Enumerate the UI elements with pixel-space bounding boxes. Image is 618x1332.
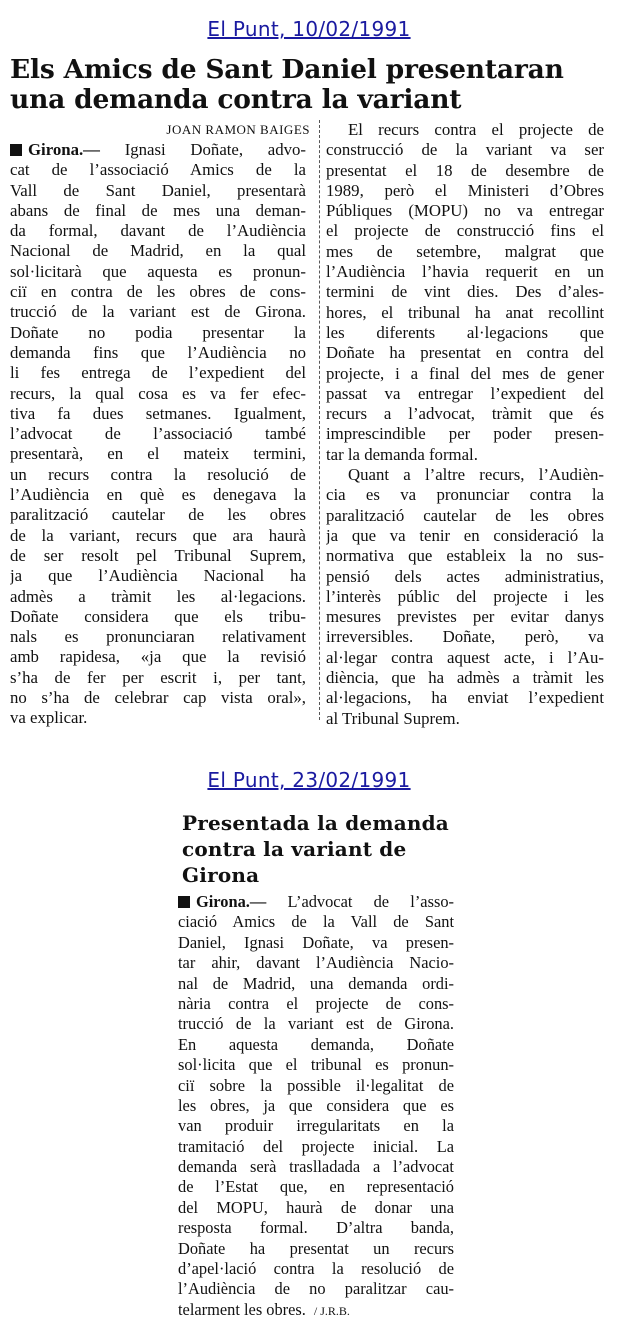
text-line: construcció de la variant va ser [326, 140, 604, 160]
text-line: termini de vint dies. Des d’ales- [326, 282, 604, 302]
text-line: de la variant, recurs que ara haurà [10, 525, 306, 545]
text-line: admès a tràmit les al·legacions. [10, 586, 306, 606]
text-line: Doñate considera que els tribu- [10, 606, 306, 626]
article2-first-line [178, 892, 454, 912]
text-line: les diferents al·legacions que [326, 322, 604, 342]
text-line: mes de setembre, malgrat que [326, 241, 604, 261]
text-line: de ser resolt pel Tribunal Suprem, [10, 545, 306, 565]
text-line: ja que va tenir en consideració la [326, 525, 604, 545]
text-line: ciació Amics de la Vall de Sant [178, 912, 454, 932]
text-line: paralització cautelar de les obres [326, 505, 604, 525]
text-line: Doñate ha presentat en contra del [326, 343, 604, 363]
text-line: nària contra el projecte de cons- [178, 993, 454, 1013]
text-line: no s’ha de celebrar cap vista oral», [10, 688, 306, 708]
text-line: ja que l’Audiència Nacional ha [10, 566, 306, 586]
text-line: trucció de la variant est de Girona. [178, 1014, 454, 1034]
text-line: Doñate ha presentat un recurs [178, 1238, 454, 1258]
text-line: l’Audiència l’havia requerit en un [326, 262, 604, 282]
text-line: pensió dels actes administratius, [326, 566, 604, 586]
text-line: s’ha de fer per escrit i, per tant, [10, 667, 306, 687]
text-line: Públiques (MOPU) no va entregar [326, 201, 604, 221]
text-line: cat de l’associació Amics de la [10, 160, 306, 180]
text-line: trucció de la variant est de Girona. [10, 302, 306, 322]
text-line: l’interès públic del projecte i les [326, 586, 604, 606]
bullet-square-icon [178, 896, 190, 908]
text-line: projecte, i a final del mes de gener [326, 363, 604, 383]
text-line: diència, que ha admès a tràmit les [326, 668, 604, 688]
text-line: passat va entregar l’expedient del [326, 383, 604, 403]
text-line: el projecte de construcció fins el [326, 221, 604, 241]
text-line: sol·licita que el tribunal es pronun- [178, 1055, 454, 1075]
text-line: van produir irregularitats en la [178, 1116, 454, 1136]
text-line: paralització cautelar de les obres [10, 505, 306, 525]
text-line: imprescindible per poder presen- [326, 424, 604, 444]
text-line: tiva fa dues setmanes. Igualment, [10, 403, 306, 423]
text-line: l’Audiència en què es denegava la [10, 485, 306, 505]
article2-caption: El Punt, 23/02/1991 [207, 768, 411, 792]
text-line: presentarà, en el mateix termini, [10, 444, 306, 464]
text-line: un recurs contra la resolució de [10, 464, 306, 484]
article1-column2 [326, 120, 604, 729]
text-line: ciï sobre la possible il·legalitat de [178, 1075, 454, 1095]
article1-byline: JOAN RAMON BAIGES [166, 122, 310, 137]
article1-caption: El Punt, 10/02/1991 [207, 17, 411, 41]
text-line: mesures previstes per evitar danys [326, 607, 604, 627]
text-line: al·legar contra aquest acte, i l’Au- [326, 647, 604, 667]
article1-headline-line2: una demanda contra la variant [10, 84, 462, 115]
text-line: ciï en contra de les obres de cons- [10, 282, 306, 302]
article2-headline-line2: contra la variant de [182, 837, 407, 861]
text-line: nals es pronunciaran relativament [10, 627, 306, 647]
article1-column1 [10, 140, 306, 729]
text-line: En aquesta demanda, Doñate [178, 1034, 454, 1054]
article2-body [178, 892, 454, 1320]
text-line: El recurs contra el projecte de [348, 120, 604, 139]
text-line: nal de Madrid, una demanda ordi- [178, 973, 454, 993]
article1-headline [10, 55, 610, 115]
text-line: recurs a l’advocat, tràmit que és [326, 404, 604, 424]
text-line: Daniel, Ignasi Doñate, va presen- [178, 932, 454, 952]
bullet-square-icon [10, 144, 22, 156]
text-line: demanda serà traslladada a l’advocat [178, 1157, 454, 1177]
author-signature: / J.R.B. [313, 1303, 350, 1318]
text-line: amb rapidesa, «ja que la revisió [10, 647, 306, 667]
article2-headline-line1: Presentada la demanda [182, 811, 449, 835]
dateline: Girona.— [28, 140, 100, 159]
text-line: li fes entrega de l’expedient del [10, 363, 306, 383]
text-line: l’Audiència de no paralitzar cau- [178, 1279, 454, 1299]
article2-headline-line3: Girona [182, 863, 260, 887]
text-line: l’advocat de l’associació també [10, 424, 306, 444]
dateline: Girona.— [196, 892, 267, 911]
article1-column1-first-line [10, 140, 306, 160]
text-line: resposta formal. D’altra banda, [178, 1218, 454, 1238]
first-line-text: Ignasi Doñate, advo- [124, 140, 306, 159]
body-text: telarment les obres. [178, 1299, 306, 1319]
text-line [178, 1300, 454, 1320]
text-line: al Tribunal Suprem. [326, 708, 460, 728]
text-line: cia es va pronunciar contra la [326, 485, 604, 505]
first-line-text: L’advocat de l’asso- [287, 892, 454, 911]
text-line: tar ahir, davant l’Audiència Nacio- [178, 953, 454, 973]
text-line: abans de final de mes una deman- [10, 200, 306, 220]
text-line: al·legacions, ha enviat l’expedient [326, 688, 604, 708]
text-line: Vall de Sant Daniel, presentarà [10, 180, 306, 200]
text-line: les obres, ja que considera que es [178, 1095, 454, 1115]
text-line: Quant a l’altre recurs, l’Audièn- [348, 465, 604, 485]
text-line: presentat el 18 de desembre de [326, 160, 604, 180]
text-line: sol·licitarà que aquesta es pronun- [10, 261, 306, 281]
text-line: Doñate no podia presentar la [10, 322, 306, 342]
article1-headline-line1: Els Amics de Sant Daniel presentaran [10, 54, 564, 85]
text-line: 1989, però el Ministeri d’Obres [326, 180, 604, 200]
article2-headline [182, 810, 462, 888]
text-line: demanda fins que l’Audiència no [10, 342, 306, 362]
text-line: de l’Estat que, en representació [178, 1177, 454, 1197]
text-line: va explicar. [10, 708, 88, 728]
text-line: tramitació del projecte inicial. La [178, 1136, 454, 1156]
text-line: Nacional de Madrid, en la qual [10, 241, 306, 261]
column-divider [319, 120, 321, 720]
text-line: d’apel·lació contra la resolució de [178, 1259, 454, 1279]
text-line: da formal, davant de l’Audiència [10, 221, 306, 241]
text-line: normativa que estableix la no sus- [326, 546, 604, 566]
text-line: irreversibles. Doñate, però, va [326, 627, 604, 647]
text-line: hores, el tribunal ha anat recollint [326, 302, 604, 322]
text-line: tar la demanda formal. [326, 444, 478, 464]
text-line: recurs, la qual cosa es va fer efec- [10, 383, 306, 403]
text-line: del MOPU, haurà de donar una [178, 1197, 454, 1217]
